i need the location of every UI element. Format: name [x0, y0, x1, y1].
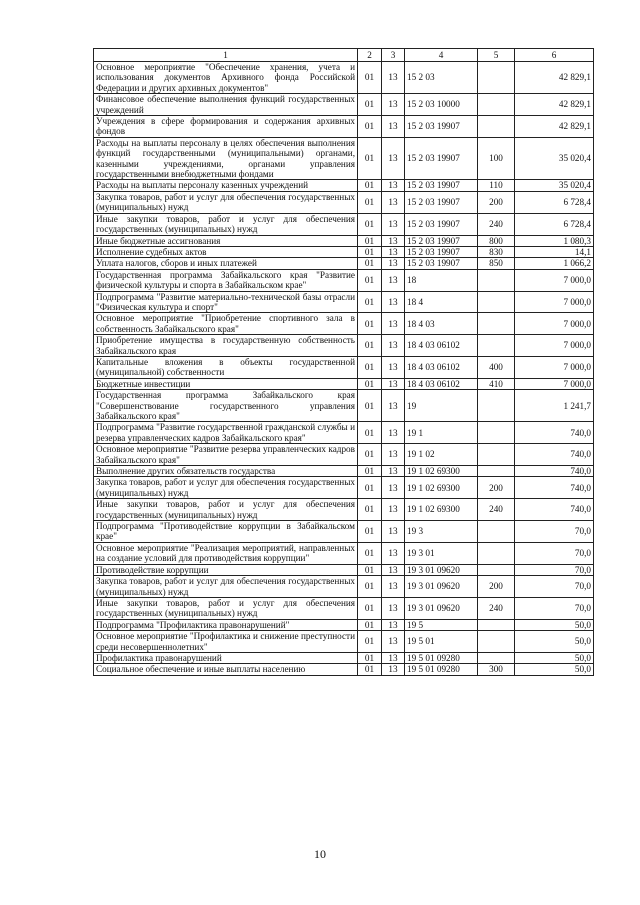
expense-name-cell: Государственная программа Забайкальского края "Развитие физической культуры и спорта в Забайкальском крае": [94, 269, 358, 291]
section-code-cell: 01: [358, 422, 382, 444]
expense-type-cell: [478, 542, 515, 564]
subsection-code-cell: 13: [382, 213, 405, 235]
table-row: [94, 576, 594, 598]
section-code-cell: 01: [358, 664, 382, 675]
table-row: [94, 444, 594, 466]
target-article-cell: 19 5 01 09280: [405, 664, 478, 675]
section-code-cell: 01: [358, 477, 382, 499]
target-article-cell: 15 2 03 19907: [405, 213, 478, 235]
subsection-code-cell: 13: [382, 269, 405, 291]
amount-cell: 70,0: [515, 542, 594, 564]
section-code-cell: 01: [358, 542, 382, 564]
expense-name-cell: Противодействие коррупции: [94, 564, 358, 575]
subsection-code-cell: 13: [382, 390, 405, 422]
table-row: [94, 664, 594, 675]
section-code-cell: 01: [358, 191, 382, 213]
expense-name-cell: Государственная программа Забайкальского края "Совершенствование государственного управления Забайкальского края": [94, 390, 358, 422]
amount-cell: 70,0: [515, 521, 594, 543]
section-code-cell: 01: [358, 499, 382, 521]
expense-name-cell: Закупка товаров, работ и услуг для обеспечения государственных (муниципальных) нужд: [94, 576, 358, 598]
table-row: [94, 137, 594, 180]
table-row: [94, 313, 594, 335]
section-code-cell: 01: [358, 180, 382, 191]
section-code-cell: 01: [358, 94, 382, 116]
expense-type-cell: 850: [478, 258, 515, 269]
subsection-code-cell: 13: [382, 191, 405, 213]
amount-cell: 6 728,4: [515, 213, 594, 235]
amount-cell: 35 020,4: [515, 180, 594, 191]
expense-name-cell: Иные закупки товаров, работ и услуг для обеспечения государственных (муниципальных) нужд: [94, 597, 358, 619]
table-row: [94, 335, 594, 357]
column-header: 6: [515, 49, 594, 62]
section-code-cell: 01: [358, 335, 382, 357]
expense-name-cell: Закупка товаров, работ и услуг для обеспечения государственных (муниципальных) нужд: [94, 477, 358, 499]
expense-name-cell: Расходы на выплаты персоналу в целях обеспечения выполнения функций государственными (муниципальными) органами, казенными учреждениями, органами управления государственными внебюджетными фондами: [94, 137, 358, 180]
section-code-cell: 01: [358, 390, 382, 422]
section-code-cell: 01: [358, 597, 382, 619]
target-article-cell: 15 2 03 19907: [405, 191, 478, 213]
table-row: [94, 466, 594, 477]
expense-type-cell: [478, 335, 515, 357]
expense-name-cell: Профилактика правонарушений: [94, 652, 358, 663]
section-code-cell: 01: [358, 137, 382, 180]
amount-cell: 7 000,0: [515, 291, 594, 313]
expense-name-cell: Подпрограмма "Развитие государственной гражданской службы и резерва управленческих кадров Забайкальского края": [94, 422, 358, 444]
table-row: [94, 477, 594, 499]
expense-type-cell: [478, 291, 515, 313]
amount-cell: 70,0: [515, 576, 594, 598]
subsection-code-cell: 13: [382, 116, 405, 138]
target-article-cell: 15 2 03 19907: [405, 258, 478, 269]
target-article-cell: 15 2 03 10000: [405, 94, 478, 116]
table-row: [94, 191, 594, 213]
expense-name-cell: Уплата налогов, сборов и иных платежей: [94, 258, 358, 269]
amount-cell: 7 000,0: [515, 378, 594, 389]
expense-type-cell: 200: [478, 477, 515, 499]
expense-name-cell: Учреждения в сфере формирования и содержания архивных фондов: [94, 116, 358, 138]
expense-type-cell: [478, 94, 515, 116]
table-row: [94, 116, 594, 138]
amount-cell: 740,0: [515, 477, 594, 499]
subsection-code-cell: 13: [382, 180, 405, 191]
amount-cell: 1 080,3: [515, 235, 594, 246]
expense-type-cell: 200: [478, 191, 515, 213]
section-code-cell: 01: [358, 466, 382, 477]
expense-type-cell: [478, 444, 515, 466]
expense-name-cell: Подпрограмма "Противодействие коррупции в Забайкальском крае": [94, 521, 358, 543]
section-code-cell: 01: [358, 652, 382, 663]
expense-name-cell: Социальное обеспечение и иные выплаты населению: [94, 664, 358, 675]
expense-name-cell: Бюджетные инвестиции: [94, 378, 358, 389]
subsection-code-cell: 13: [382, 597, 405, 619]
amount-cell: 7 000,0: [515, 335, 594, 357]
table-row: [94, 619, 594, 630]
amount-cell: 740,0: [515, 444, 594, 466]
amount-cell: 42 829,1: [515, 116, 594, 138]
expense-type-cell: 240: [478, 597, 515, 619]
subsection-code-cell: 13: [382, 664, 405, 675]
expense-type-cell: 300: [478, 664, 515, 675]
section-code-cell: 01: [358, 269, 382, 291]
subsection-code-cell: 13: [382, 619, 405, 630]
section-code-cell: 01: [358, 246, 382, 257]
expense-name-cell: Капитальные вложения в объекты государственной (муниципальной) собственности: [94, 356, 358, 378]
expense-type-cell: 800: [478, 235, 515, 246]
table-row: [94, 356, 594, 378]
target-article-cell: 19: [405, 390, 478, 422]
subsection-code-cell: 13: [382, 422, 405, 444]
target-article-cell: 19 5 01: [405, 631, 478, 653]
expense-name-cell: Иные закупки товаров, работ и услуг для обеспечения государственных (муниципальных) нужд: [94, 499, 358, 521]
target-article-cell: 19 1: [405, 422, 478, 444]
table-row: [94, 213, 594, 235]
target-article-cell: 19 5: [405, 619, 478, 630]
expense-type-cell: 240: [478, 499, 515, 521]
budget-table: [93, 48, 594, 676]
expense-name-cell: Финансовое обеспечение выполнения функций государственных учреждений: [94, 94, 358, 116]
subsection-code-cell: 13: [382, 466, 405, 477]
expense-type-cell: [478, 390, 515, 422]
subsection-code-cell: 13: [382, 94, 405, 116]
expense-type-cell: 830: [478, 246, 515, 257]
subsection-code-cell: 13: [382, 291, 405, 313]
expense-type-cell: [478, 62, 515, 94]
table-row: [94, 631, 594, 653]
section-code-cell: 01: [358, 213, 382, 235]
amount-cell: 7 000,0: [515, 356, 594, 378]
table-row: [94, 390, 594, 422]
subsection-code-cell: 13: [382, 521, 405, 543]
table-row: [94, 258, 594, 269]
table-row: [94, 542, 594, 564]
target-article-cell: 19 5 01 09280: [405, 652, 478, 663]
page-number: 10: [314, 847, 326, 861]
table-row: [94, 652, 594, 663]
expense-type-cell: [478, 631, 515, 653]
amount-cell: 1 241,7: [515, 390, 594, 422]
subsection-code-cell: 13: [382, 258, 405, 269]
subsection-code-cell: 13: [382, 631, 405, 653]
section-code-cell: 01: [358, 291, 382, 313]
subsection-code-cell: 13: [382, 477, 405, 499]
target-article-cell: 18 4 03 06102: [405, 356, 478, 378]
amount-cell: 740,0: [515, 499, 594, 521]
target-article-cell: 19 3 01 09620: [405, 576, 478, 598]
subsection-code-cell: 13: [382, 444, 405, 466]
subsection-code-cell: 13: [382, 652, 405, 663]
expense-name-cell: Основное мероприятие "Реализация мероприятий, направленных на создание условий для противодействия коррупции": [94, 542, 358, 564]
table-row: [94, 564, 594, 575]
expense-type-cell: 400: [478, 356, 515, 378]
section-code-cell: 01: [358, 258, 382, 269]
target-article-cell: 19 3 01: [405, 542, 478, 564]
table-row: [94, 246, 594, 257]
column-header: 5: [478, 49, 515, 62]
subsection-code-cell: 13: [382, 313, 405, 335]
amount-cell: 1 066,2: [515, 258, 594, 269]
section-code-cell: 01: [358, 619, 382, 630]
header-row: [94, 49, 594, 62]
expense-type-cell: 240: [478, 213, 515, 235]
section-code-cell: 01: [358, 116, 382, 138]
target-article-cell: 15 2 03 19907: [405, 116, 478, 138]
expense-name-cell: Подпрограмма "Профилактика правонарушений": [94, 619, 358, 630]
target-article-cell: 19 1 02 69300: [405, 466, 478, 477]
target-article-cell: 19 3 01 09620: [405, 597, 478, 619]
amount-cell: 14,1: [515, 246, 594, 257]
amount-cell: 50,0: [515, 631, 594, 653]
expense-type-cell: [478, 269, 515, 291]
expense-name-cell: Иные закупки товаров, работ и услуг для обеспечения государственных (муниципальных) нужд: [94, 213, 358, 235]
expense-name-cell: Основное мероприятие "Приобретение спортивного зала в собственность Забайкальского края": [94, 313, 358, 335]
amount-cell: 740,0: [515, 466, 594, 477]
column-header: 3: [382, 49, 405, 62]
expense-type-cell: [478, 422, 515, 444]
table-row: [94, 597, 594, 619]
target-article-cell: 15 2 03: [405, 62, 478, 94]
table-row: [94, 422, 594, 444]
amount-cell: 50,0: [515, 619, 594, 630]
table-row: [94, 235, 594, 246]
subsection-code-cell: 13: [382, 564, 405, 575]
column-header: 1: [94, 49, 358, 62]
subsection-code-cell: 13: [382, 246, 405, 257]
target-article-cell: 18 4 03: [405, 313, 478, 335]
amount-cell: 42 829,1: [515, 62, 594, 94]
expense-name-cell: Основное мероприятие "Профилактика и снижение преступности среди несовершеннолетних": [94, 631, 358, 653]
subsection-code-cell: 13: [382, 542, 405, 564]
section-code-cell: 01: [358, 576, 382, 598]
subsection-code-cell: 13: [382, 356, 405, 378]
amount-cell: 50,0: [515, 652, 594, 663]
subsection-code-cell: 13: [382, 378, 405, 389]
target-article-cell: 18 4 03 06102: [405, 378, 478, 389]
expense-type-cell: [478, 564, 515, 575]
expense-name-cell: Основное мероприятие "Обеспечение хранения, учета и использования документов Архивного фонда Российской Федерации и других архивных документов": [94, 62, 358, 94]
amount-cell: 6 728,4: [515, 191, 594, 213]
expense-name-cell: Исполнение судебных актов: [94, 246, 358, 257]
target-article-cell: 19 3 01 09620: [405, 564, 478, 575]
amount-cell: 42 829,1: [515, 94, 594, 116]
amount-cell: 35 020,4: [515, 137, 594, 180]
expense-name-cell: Иные бюджетные ассигнования: [94, 235, 358, 246]
amount-cell: 7 000,0: [515, 269, 594, 291]
subsection-code-cell: 13: [382, 62, 405, 94]
subsection-code-cell: 13: [382, 235, 405, 246]
target-article-cell: 18 4 03 06102: [405, 335, 478, 357]
table-row: [94, 180, 594, 191]
target-article-cell: 15 2 03 19907: [405, 235, 478, 246]
target-article-cell: 18 4: [405, 291, 478, 313]
table-row: [94, 94, 594, 116]
expense-type-cell: 410: [478, 378, 515, 389]
expense-type-cell: [478, 521, 515, 543]
amount-cell: 50,0: [515, 664, 594, 675]
subsection-code-cell: 13: [382, 576, 405, 598]
table-row: [94, 291, 594, 313]
section-code-cell: 01: [358, 235, 382, 246]
column-header: 2: [358, 49, 382, 62]
expense-type-cell: [478, 466, 515, 477]
subsection-code-cell: 13: [382, 137, 405, 180]
expense-name-cell: Приобретение имущества в государственную собственность Забайкальского края: [94, 335, 358, 357]
expense-type-cell: [478, 619, 515, 630]
expense-type-cell: [478, 313, 515, 335]
target-article-cell: 15 2 03 19907: [405, 180, 478, 191]
expense-name-cell: Подпрограмма "Развитие материально-технической базы отрасли "Физическая культура и спорт": [94, 291, 358, 313]
expense-type-cell: [478, 652, 515, 663]
column-header: 4: [405, 49, 478, 62]
table-row: [94, 62, 594, 94]
amount-cell: 740,0: [515, 422, 594, 444]
expense-name-cell: Основное мероприятие "Развитие резерва управленческих кадров Забайкальского края": [94, 444, 358, 466]
target-article-cell: 15 2 03 19907: [405, 246, 478, 257]
expense-name-cell: Расходы на выплаты персоналу казенных учреждений: [94, 180, 358, 191]
expense-name-cell: Выполнение других обязательств государства: [94, 466, 358, 477]
section-code-cell: 01: [358, 631, 382, 653]
section-code-cell: 01: [358, 356, 382, 378]
expense-type-cell: [478, 116, 515, 138]
expense-type-cell: 200: [478, 576, 515, 598]
target-article-cell: 15 2 03 19907: [405, 137, 478, 180]
table-row: [94, 521, 594, 543]
section-code-cell: 01: [358, 62, 382, 94]
amount-cell: 70,0: [515, 597, 594, 619]
section-code-cell: 01: [358, 564, 382, 575]
table-row: [94, 499, 594, 521]
section-code-cell: 01: [358, 378, 382, 389]
subsection-code-cell: 13: [382, 335, 405, 357]
target-article-cell: 19 1 02 69300: [405, 477, 478, 499]
expense-type-cell: 110: [478, 180, 515, 191]
subsection-code-cell: 13: [382, 499, 405, 521]
target-article-cell: 19 1 02: [405, 444, 478, 466]
amount-cell: 70,0: [515, 564, 594, 575]
section-code-cell: 01: [358, 444, 382, 466]
expense-name-cell: Закупка товаров, работ и услуг для обеспечения государственных (муниципальных) нужд: [94, 191, 358, 213]
target-article-cell: 18: [405, 269, 478, 291]
table-row: [94, 378, 594, 389]
section-code-cell: 01: [358, 521, 382, 543]
amount-cell: 7 000,0: [515, 313, 594, 335]
target-article-cell: 19 3: [405, 521, 478, 543]
section-code-cell: 01: [358, 313, 382, 335]
table-row: [94, 269, 594, 291]
target-article-cell: 19 1 02 69300: [405, 499, 478, 521]
expense-type-cell: 100: [478, 137, 515, 180]
